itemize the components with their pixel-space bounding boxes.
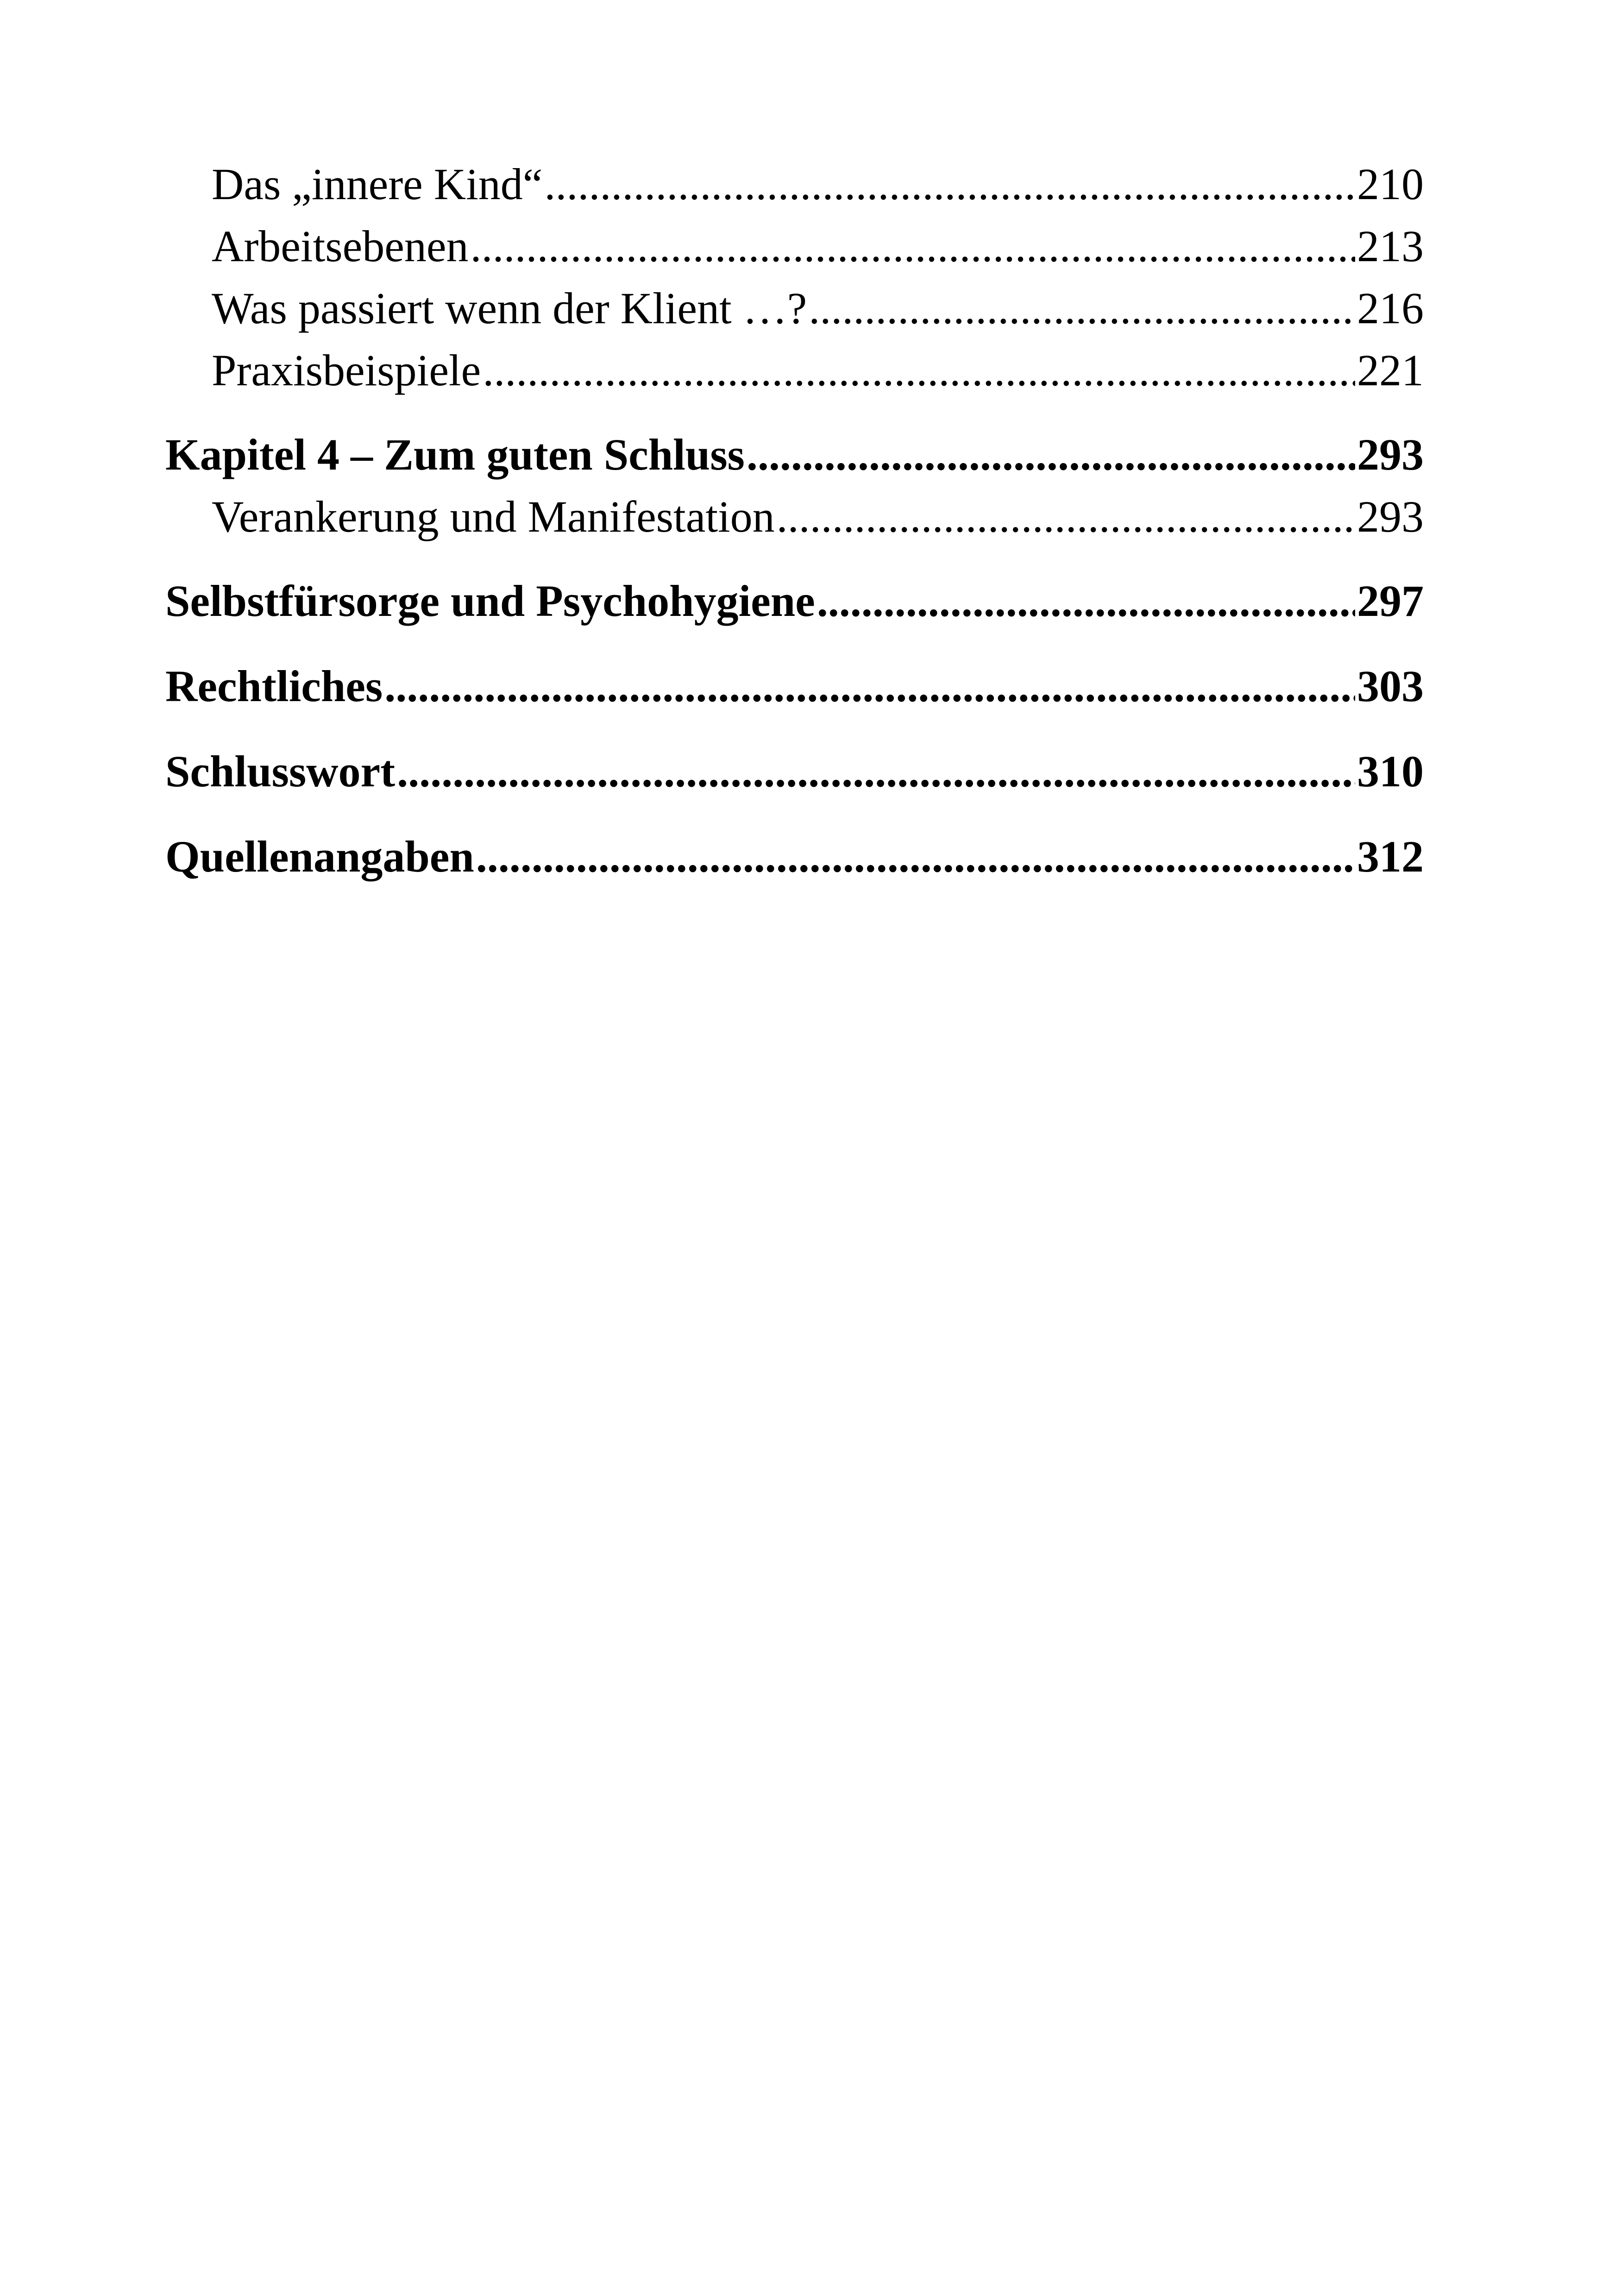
toc-entry-praxisbeispiele[interactable] xyxy=(165,344,1424,406)
dot-leader xyxy=(384,659,1355,713)
toc-entry-page: 293 xyxy=(1357,492,1424,541)
table-of-contents xyxy=(165,157,1424,892)
toc-entry-title: Rechtliches xyxy=(165,661,383,711)
dot-leader xyxy=(809,282,1355,335)
toc-entry-page: 303 xyxy=(1357,661,1424,711)
toc-entry-inneres-kind[interactable] xyxy=(165,157,1424,220)
dot-leader xyxy=(817,574,1355,627)
toc-entry-arbeitsebenen[interactable] xyxy=(165,220,1424,282)
dot-leader xyxy=(470,220,1355,273)
toc-entry-page: 216 xyxy=(1357,283,1424,333)
toc-entry-page: 213 xyxy=(1357,221,1424,271)
toc-entry-title: Verankerung und Manifestation xyxy=(212,492,775,541)
dot-leader xyxy=(544,157,1355,211)
dot-leader xyxy=(476,830,1355,883)
toc-entry-quellenangaben[interactable] xyxy=(165,830,1424,892)
toc-entry-title: Schlusswort xyxy=(165,747,396,796)
toc-entry-verankerung[interactable] xyxy=(165,490,1424,552)
toc-entry-title: Selbstfürsorge und Psychohygiene xyxy=(165,576,815,626)
toc-entry-rechtliches[interactable] xyxy=(165,659,1424,721)
toc-entry-title: Was passiert wenn der Klient …? xyxy=(212,283,807,333)
toc-entry-page: 293 xyxy=(1357,430,1424,479)
dot-leader xyxy=(397,745,1355,798)
toc-entry-page: 221 xyxy=(1357,345,1424,395)
toc-entry-title: Arbeitsebenen xyxy=(212,221,469,271)
toc-entry-kapitel-4[interactable] xyxy=(165,428,1424,490)
toc-entry-title: Praxisbeispiele xyxy=(212,345,481,395)
dot-leader xyxy=(483,344,1355,397)
toc-entry-page: 210 xyxy=(1357,159,1424,209)
toc-entry-page: 297 xyxy=(1357,576,1424,626)
toc-entry-was-passiert[interactable] xyxy=(165,282,1424,344)
toc-entry-page: 310 xyxy=(1357,747,1424,796)
toc-entry-page: 312 xyxy=(1357,832,1424,881)
dot-leader xyxy=(747,428,1355,481)
toc-entry-selbstfuersorge[interactable] xyxy=(165,574,1424,636)
toc-entry-schlusswort[interactable] xyxy=(165,745,1424,807)
toc-entry-title: Quellenangaben xyxy=(165,832,474,881)
toc-entry-title: Kapitel 4 – Zum guten Schluss xyxy=(165,430,745,479)
dot-leader xyxy=(777,490,1355,543)
toc-entry-title: Das „innere Kind“ xyxy=(212,159,543,209)
